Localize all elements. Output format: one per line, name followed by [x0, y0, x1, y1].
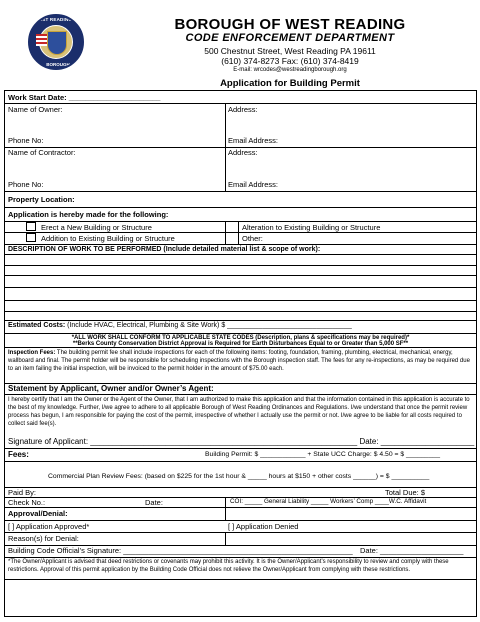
official-date-field[interactable]: Date: ____________________ — [360, 546, 464, 555]
application-for-label: Application is hereby made for the following: — [8, 210, 169, 219]
new-building-label: Erect a New Building or Structure — [41, 223, 152, 232]
description-label: DESCRIPTION OF WORK TO BE PERFORMED (Include detailed material list & scope of work): — [8, 246, 321, 253]
fees-label: Fees: — [8, 450, 29, 459]
borough-title: BOROUGH OF WEST READING — [174, 16, 406, 33]
addition-label: Addition to Existing Building or Structure — [41, 234, 175, 243]
check-date-field[interactable]: Date: — [145, 498, 163, 507]
owner-email-label: Email Address: — [228, 136, 279, 145]
estimated-costs-field[interactable]: Estimated Costs: (Include HVAC, Electrical, Plumbing & Site Work) $ ________________________________ — [8, 322, 352, 329]
commercial-review-fee-field[interactable]: Commercial Plan Review Fees: (based on $225 for the 1st hour & _____ hours at $150 + other costs ______) = $ __________ — [48, 473, 430, 480]
total-due-field[interactable]: Total Due: $ — [385, 488, 426, 497]
statement-text: I hereby certify that I am the Owner or the Agent of the Owner, that I am authorized to make this application and that the information contained in this application is accurate to the best of my knowledge. Further, I/we agree to adhere to all applicable Borough of West Reading Ordinances and Regulations. I/we understand that once the permit review process has begun, I am responsible for paying the cost of the permit, irrespective of whether I actually use the permit or not. I/we agree to be liable for all costs required to collect said fee(s). — [8, 397, 470, 427]
state-code-notice: *ALL WORK SHALL CONFORM TO APPLICABLE STATE CODES (Description, plans & specifications may be required)* — [71, 335, 410, 341]
check-number-field[interactable]: Check No.: — [8, 498, 46, 507]
contractor-address-label: Address: — [228, 148, 258, 157]
seal-bottom-text: BOROUGH — [46, 62, 70, 67]
contractor-email-label: Email Address: — [228, 180, 279, 189]
coi-field[interactable]: COI: _____ General Liability _____ Workers’ Comp ____W.C. Affidavit — [230, 498, 427, 505]
statement-title: Statement by Applicant, Owner and/or Owner’s Agent: — [8, 384, 214, 393]
approved-checkbox[interactable]: [ ] Application Approved* — [8, 522, 90, 531]
denied-checkbox[interactable]: [ ] Application Denied — [228, 522, 299, 531]
contractor-name-label: Name of Contractor: — [8, 148, 76, 157]
address-line: 500 Chestnut Street, West Reading PA 19611 — [204, 46, 376, 56]
contractor-phone-label: Phone No: — [8, 180, 44, 189]
shield-icon — [47, 31, 67, 55]
owner-name-label: Name of Owner: — [8, 105, 63, 114]
conservation-notice: **Berks County Conservation District Approval is Required for Earth Disturbances Equal to or Greater than 5,000 SF** — [72, 341, 409, 347]
addition-checkbox[interactable] — [26, 233, 36, 242]
owner-phone-label: Phone No: — [8, 136, 44, 145]
deed-restriction-footnote: *The Owner/Applicant is advised that deed restrictions or covenants may prohibit this activity. It is the Owner/Applicant’s responsibility to review and comply with these restrictions. Approval of this permit application by the Building Code Official does not relieve the Owner/Applicant from complying with these restrictions. — [8, 559, 449, 573]
borough-seal — [28, 14, 84, 70]
inspection-fees-text: Inspection Fees: The building permit fee shall include inspections for each of the following items: footing, foundation, framing, plumbing, electrical, mechanical, energy, wallboard and final. The permit holder will be responsible for scheduling inspections with the Borough inspection staff. The fees for any re-inspections, as may be required due to an item failing the initial inspection, will be invoiced to the permit holder in the amount of $75.00 each. — [8, 350, 470, 372]
other-label: Other: — [242, 234, 263, 243]
official-signature-field[interactable]: Building Code Official’s Signature: _______________________________________________________ — [8, 546, 353, 555]
applicant-signature-field[interactable]: Signature of Applicant: ____________________________________________________________ Date: _____________________ — [8, 437, 475, 446]
form-title: Application for Building Permit — [220, 78, 360, 89]
email-line: E-mail: wrcodes@westreadingborough.org — [233, 67, 347, 73]
approval-label: Approval/Denial: — [8, 509, 68, 518]
work-start-date-field[interactable]: Work Start Date: ______________________ — [8, 93, 161, 102]
new-building-checkbox[interactable] — [26, 222, 36, 231]
owner-address-label: Address: — [228, 105, 258, 114]
phone-fax-line: (610) 374-8273 Fax: (610) 374-8419 — [221, 56, 359, 66]
property-location-label: Property Location: — [8, 195, 75, 204]
permit-form — [4, 90, 477, 617]
alteration-label: Alteration to Existing Building or Structure — [242, 223, 381, 232]
seal-top-text: WEST READING, PA — [34, 17, 82, 22]
department-title: CODE ENFORCEMENT DEPARTMENT — [185, 32, 395, 44]
denial-reasons-field[interactable]: Reason(s) for Denial: — [8, 534, 79, 543]
building-permit-fee-field[interactable]: Building Permit: $ ____________ + State UCC Charge: $ 4.50 = $ _________ — [205, 451, 441, 458]
paid-by-field[interactable]: Paid By: — [8, 488, 36, 497]
